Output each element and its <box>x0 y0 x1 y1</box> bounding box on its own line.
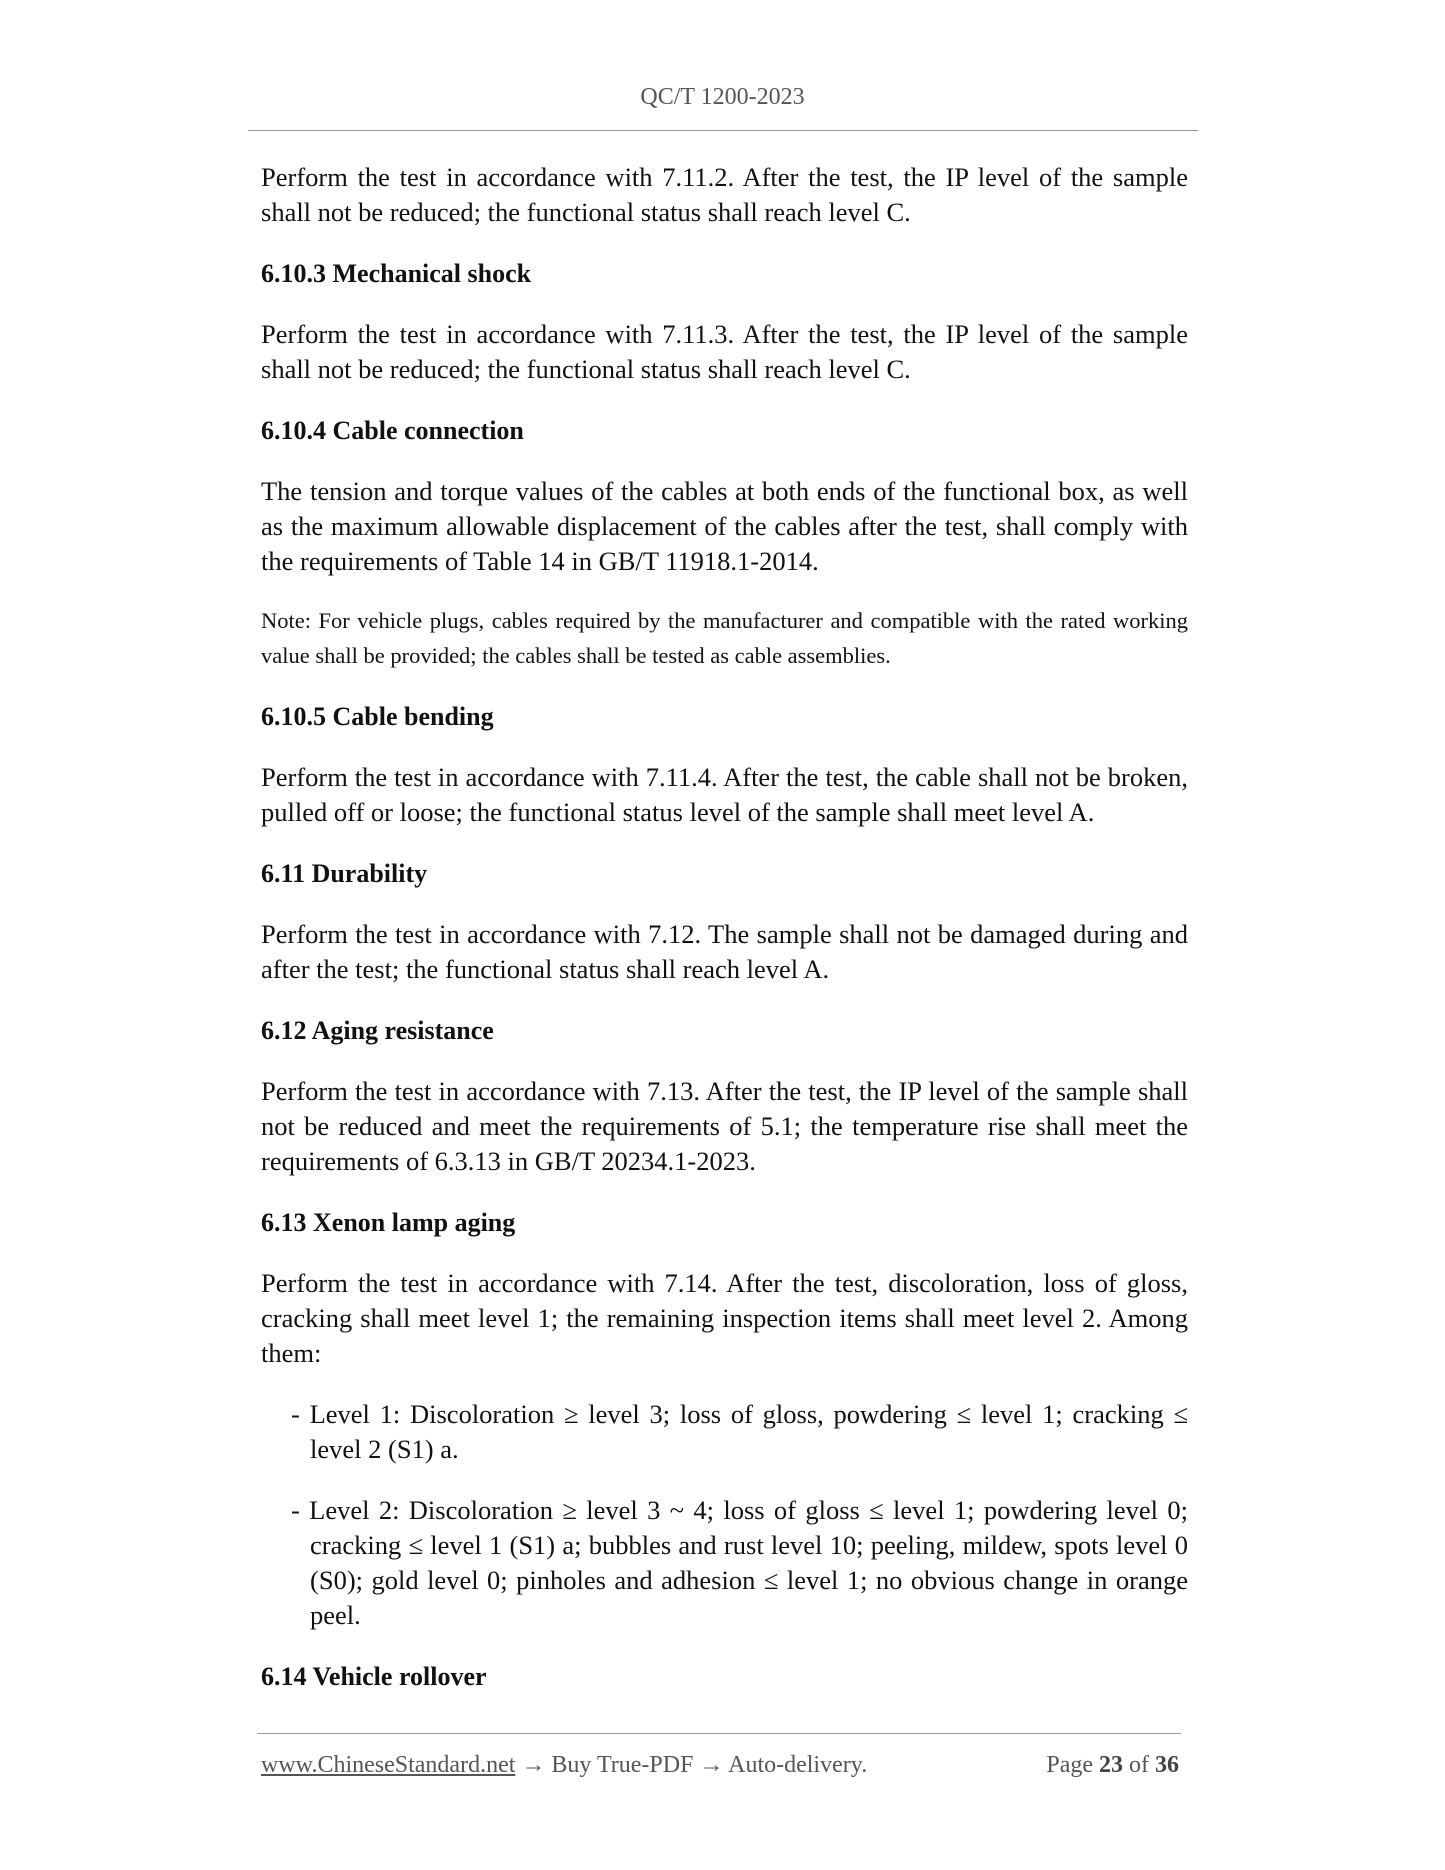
footer-promo <box>261 1752 867 1778</box>
list-item-level-1: - Level 1: Discoloration ≥ level 3; loss of gloss, powdering ≤ level 1; cracking ≤ level 2 (S1) a. <box>291 1399 1188 1464</box>
heading-6-11: 6.11 Durability <box>261 859 428 888</box>
page-footer <box>261 1752 1179 1779</box>
footer-divider <box>257 1733 1181 1734</box>
paragraph-6-10-4-text: The tension and torque values of the cables at both ends of the functional box, as well as the maximum allowable displacement of the cables after the test, shall comply with the requirements of Table 14 in GB/T 11918.1-2014. <box>261 476 1188 576</box>
paragraph-6-11-text: Perform the test in accordance with 7.12. The sample shall not be damaged during and after the test; the functional status shall reach level A. <box>261 919 1188 984</box>
heading-6-13: 6.13 Xenon lamp aging <box>261 1208 516 1237</box>
page-number <box>1046 1752 1179 1779</box>
heading-6-12: 6.12 Aging resistance <box>261 1016 494 1045</box>
note-6-10-4: Note: For vehicle plugs, cables required by the manufacturer and compatible with the rated working value shall be provided; the cables shall be tested as cable assemblies. <box>261 608 1188 668</box>
paragraph-6-10-2-text: Perform the test in accordance with 7.11.2. After the test, the IP level of the sample shall not be reduced; the functional status shall reach level C. <box>261 162 1188 227</box>
heading-6-10-5: 6.10.5 Cable bending <box>261 702 494 731</box>
page-total: 36 <box>1155 1752 1179 1778</box>
header-divider <box>248 130 1198 131</box>
page-current: 23 <box>1099 1752 1123 1778</box>
page-of-label: of <box>1129 1752 1149 1778</box>
paragraph-6-12-text: Perform the test in accordance with 7.13. After the test, the IP level of the sample shall not be reduced and meet the requirements of 5.1; the temperature rise shall meet the requirements of 6.3.13 in GB/T 20234.1-2023. <box>261 1076 1188 1176</box>
page-label: Page <box>1046 1752 1093 1778</box>
paragraph-6-10-3-text: Perform the test in accordance with 7.11.3. After the test, the IP level of the sample shall not be reduced; the functional status shall reach level C. <box>261 319 1188 384</box>
list-item-level-2: - Level 2: Discoloration ≥ level 3 ~ 4; loss of gloss ≤ level 1; powdering level 0; cracking ≤ level 1 (S1) a; bubbles and rust level 10; peeling, mildew, spots level 0 (S0); gold level 0; pinholes and adhesion ≤ level 1; no obvious change in orange peel. <box>291 1495 1188 1630</box>
footer-promo-text: → Buy True-PDF → Auto-delivery. <box>515 1752 868 1778</box>
heading-6-10-4: 6.10.4 Cable connection <box>261 416 524 445</box>
paragraph-6-13-text: Perform the test in accordance with 7.14. After the test, discoloration, loss of gloss, cracking shall meet level 1; the remaining inspection items shall meet level 2. Among them: <box>261 1268 1188 1368</box>
document-number-header: QC/T 1200-2023 <box>640 84 805 110</box>
paragraph-6-10-5-text: Perform the test in accordance with 7.11.4. After the test, the cable shall not be broken, pulled off or loose; the functional status level of the sample shall meet level A. <box>261 762 1188 827</box>
heading-6-10-3: 6.10.3 Mechanical shock <box>261 259 532 288</box>
website-link[interactable]: www.ChineseStandard.net <box>261 1752 516 1778</box>
heading-6-14: 6.14 Vehicle rollover <box>261 1662 487 1691</box>
page-content <box>261 160 1188 1720</box>
